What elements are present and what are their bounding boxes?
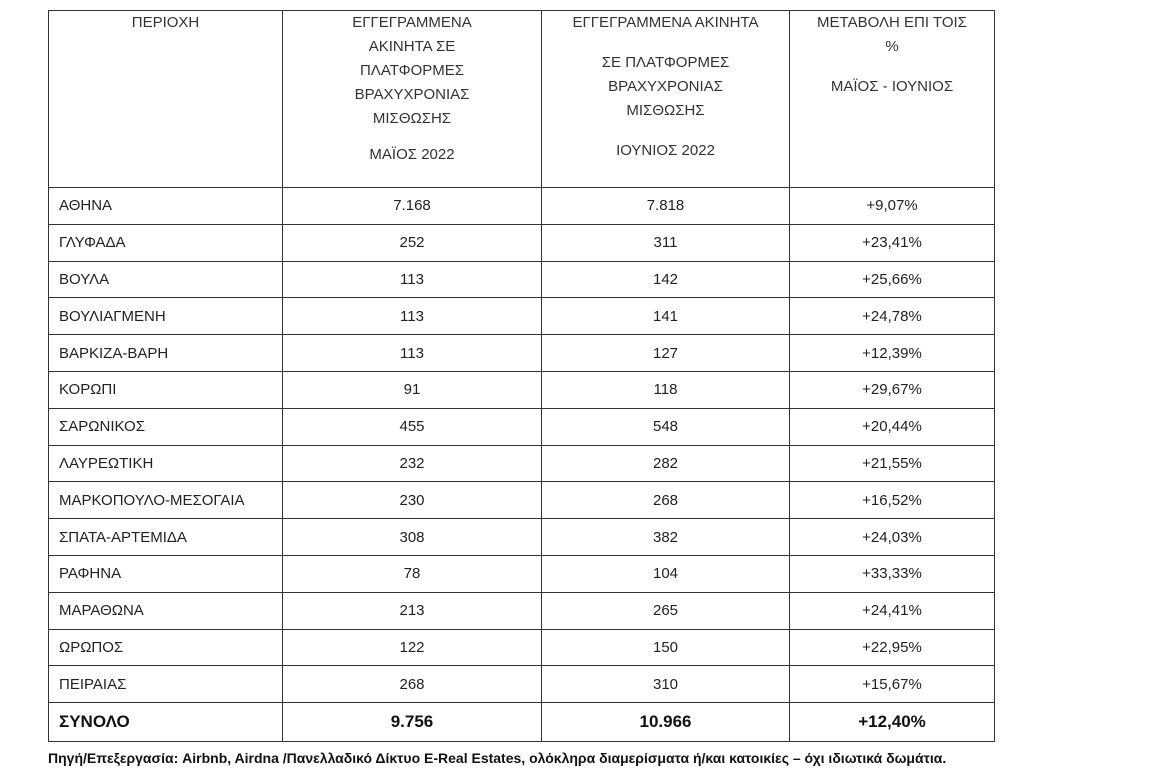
june-cell: 142 [542,261,790,298]
total-label: ΣΥΝΟΛΟ [49,703,283,742]
area-cell: ΓΛΥΦΑΔΑ [49,224,283,261]
june-cell: 548 [542,408,790,445]
listings-table [48,10,995,742]
change-cell: +24,41% [790,592,995,629]
june-cell: 7.818 [542,188,790,225]
change-cell: +9,07% [790,188,995,225]
june-cell: 118 [542,371,790,408]
header-area: ΠΕΡΙΟΧΗ [49,11,283,188]
source-footnote: Πηγή/Επεξεργασία: Airbnb, Airdna /Πανελλαδικό Δίκτυο E-Real Estates, ολόκληρα διαμερίσματα ή/και κατοικίες – όχι ιδιωτικά δωμάτια. [48,750,947,766]
change-cell: +33,33% [790,555,995,592]
june-cell: 268 [542,482,790,519]
table-row [49,592,995,629]
area-cell: ΛΑΥΡΕΩΤΙΚΗ [49,445,283,482]
june-cell: 382 [542,519,790,556]
area-cell: ΜΑΡΑΘΩΝΑ [49,592,283,629]
area-cell: ΒΑΡΚΙΖΑ-ΒΑΡΗ [49,335,283,372]
header-change-percent: ΜΕΤΑΒΟΛΗ ΕΠΙ ΤΟΙΣ % ΜΑΪΟΣ - ΙΟΥΝΙΟΣ [790,11,995,188]
may-cell: 91 [283,371,542,408]
header-may-2022: ΕΓΓΕΓΡΑΜΜΕΝΑ ΑΚΙΝΗΤΑ ΣΕ ΠΛΑΤΦΟΡΜΕΣ ΒΡΑΧΥΧΡΟΝΙΑΣ ΜΙΣΘΩΣΗΣ ΜΑΪΟΣ 2022 [283,11,542,188]
change-cell: +29,67% [790,371,995,408]
change-cell: +24,78% [790,298,995,335]
area-cell: ΚΟΡΩΠΙ [49,371,283,408]
change-cell: +24,03% [790,519,995,556]
change-cell: +21,55% [790,445,995,482]
table-row [49,371,995,408]
table-row [49,408,995,445]
change-cell: +23,41% [790,224,995,261]
may-cell: 213 [283,592,542,629]
june-cell: 104 [542,555,790,592]
table-row [49,482,995,519]
may-cell: 122 [283,629,542,666]
may-cell: 455 [283,408,542,445]
may-cell: 113 [283,335,542,372]
june-cell: 282 [542,445,790,482]
may-cell: 113 [283,298,542,335]
table-row [49,555,995,592]
total-june: 10.966 [542,703,790,742]
table-row [49,445,995,482]
change-cell: +15,67% [790,666,995,703]
table-row [49,666,995,703]
table-row [49,261,995,298]
area-cell: ΠΕΙΡΑΙΑΣ [49,666,283,703]
table-row [49,335,995,372]
table-row [49,629,995,666]
change-cell: +22,95% [790,629,995,666]
may-cell: 7.168 [283,188,542,225]
total-may: 9.756 [283,703,542,742]
may-cell: 230 [283,482,542,519]
june-cell: 265 [542,592,790,629]
area-cell: ΣΑΡΩΝΙΚΟΣ [49,408,283,445]
area-cell: ΒΟΥΛΑ [49,261,283,298]
area-cell: ΜΑΡΚΟΠΟΥΛΟ-ΜΕΣΟΓΑΙΑ [49,482,283,519]
june-cell: 311 [542,224,790,261]
header-june-2022: ΕΓΓΕΓΡΑΜΜΕΝΑ ΑΚΙΝΗΤΑ ΣΕ ΠΛΑΤΦΟΡΜΕΣ ΒΡΑΧΥΧΡΟΝΙΑΣ ΜΙΣΘΩΣΗΣ ΙΟΥΝΙΟΣ 2022 [542,11,790,188]
area-cell: ΒΟΥΛΙΑΓΜΕΝΗ [49,298,283,335]
area-cell: ΑΘΗΝΑ [49,188,283,225]
table-row [49,224,995,261]
change-cell: +20,44% [790,408,995,445]
change-cell: +12,39% [790,335,995,372]
total-change: +12,40% [790,703,995,742]
june-cell: 150 [542,629,790,666]
area-cell: ΩΡΩΠΟΣ [49,629,283,666]
may-cell: 252 [283,224,542,261]
june-cell: 127 [542,335,790,372]
may-cell: 232 [283,445,542,482]
june-cell: 141 [542,298,790,335]
header-row [49,11,995,188]
change-cell: +25,66% [790,261,995,298]
change-cell: +16,52% [790,482,995,519]
may-cell: 78 [283,555,542,592]
area-cell: ΣΠΑΤΑ-ΑΡΤΕΜΙΔΑ [49,519,283,556]
table-row [49,519,995,556]
may-cell: 268 [283,666,542,703]
table-row [49,298,995,335]
area-cell: ΡΑΦΗΝΑ [49,555,283,592]
total-row [49,703,995,742]
may-cell: 308 [283,519,542,556]
table-row [49,188,995,225]
may-cell: 113 [283,261,542,298]
june-cell: 310 [542,666,790,703]
